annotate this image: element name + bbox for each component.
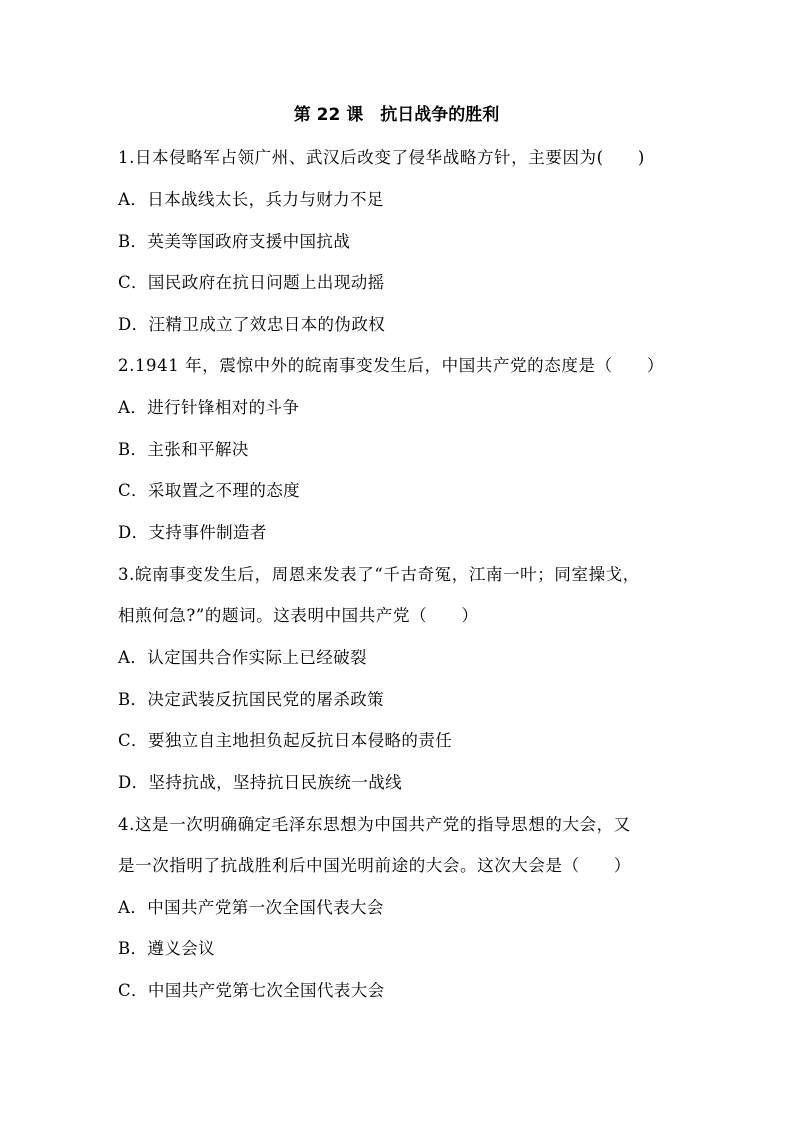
question-2-option-a: A．进行针锋相对的斗争 [118, 398, 300, 417]
question-1-option-b: B．英美等国政府支援中国抗战 [118, 232, 351, 251]
question-4-stem-line-1: 4.这是一次明确确定毛泽东思想为中国共产党的指导思想的大会，又 [118, 815, 631, 834]
question-3-option-d: D．坚持抗战，坚持抗日民族统一战线 [118, 773, 403, 792]
question-2-option-b: B．主张和平解决 [118, 440, 249, 459]
page-title: 第 22 课 抗日战争的胜利 [293, 105, 500, 125]
question-2-stem: 2.1941 年，震惊中外的皖南事变发生后，中国共产党的态度是（ ） [118, 356, 664, 375]
question-3-stem-line-1: 3.皖南事变发生后，周恩来发表了“千古奇冤，江南一叶；同室操戈， [118, 565, 640, 584]
question-1-option-d: D．汪精卫成立了效忠日本的伪政权 [118, 315, 386, 334]
question-3-option-c: C．要独立自主地担负起反抗日本侵略的责任 [118, 731, 453, 750]
question-4-stem-line-2: 是一次指明了抗战胜利后中国光明前途的大会。这次大会是（ ） [118, 856, 631, 875]
question-2-option-d: D．支持事件制造者 [118, 523, 267, 542]
question-1-option-a: A．日本战线太长，兵力与财力不足 [118, 190, 384, 209]
question-3-stem-line-2: 相煎何急?”的题词。这表明中国共产党（ ） [118, 606, 479, 625]
question-1-option-c: C．国民政府在抗日问题上出现动摇 [118, 273, 385, 292]
question-1-stem: 1.日本侵略军占领广州、武汉后改变了侵华战略方针，主要因为( ) [118, 148, 645, 167]
question-4-option-a: A．中国共产党第一次全国代表大会 [118, 898, 384, 917]
question-4-option-c: C．中国共产党第七次全国代表大会 [118, 981, 385, 1000]
question-2-option-c: C．采取置之不理的态度 [118, 481, 301, 500]
question-3-option-b: B．决定武装反抗国民党的屠杀政策 [118, 690, 385, 709]
question-4-option-b: B．遵义会议 [118, 939, 216, 958]
question-3-option-a: A．认定国共合作实际上已经破裂 [118, 648, 367, 667]
